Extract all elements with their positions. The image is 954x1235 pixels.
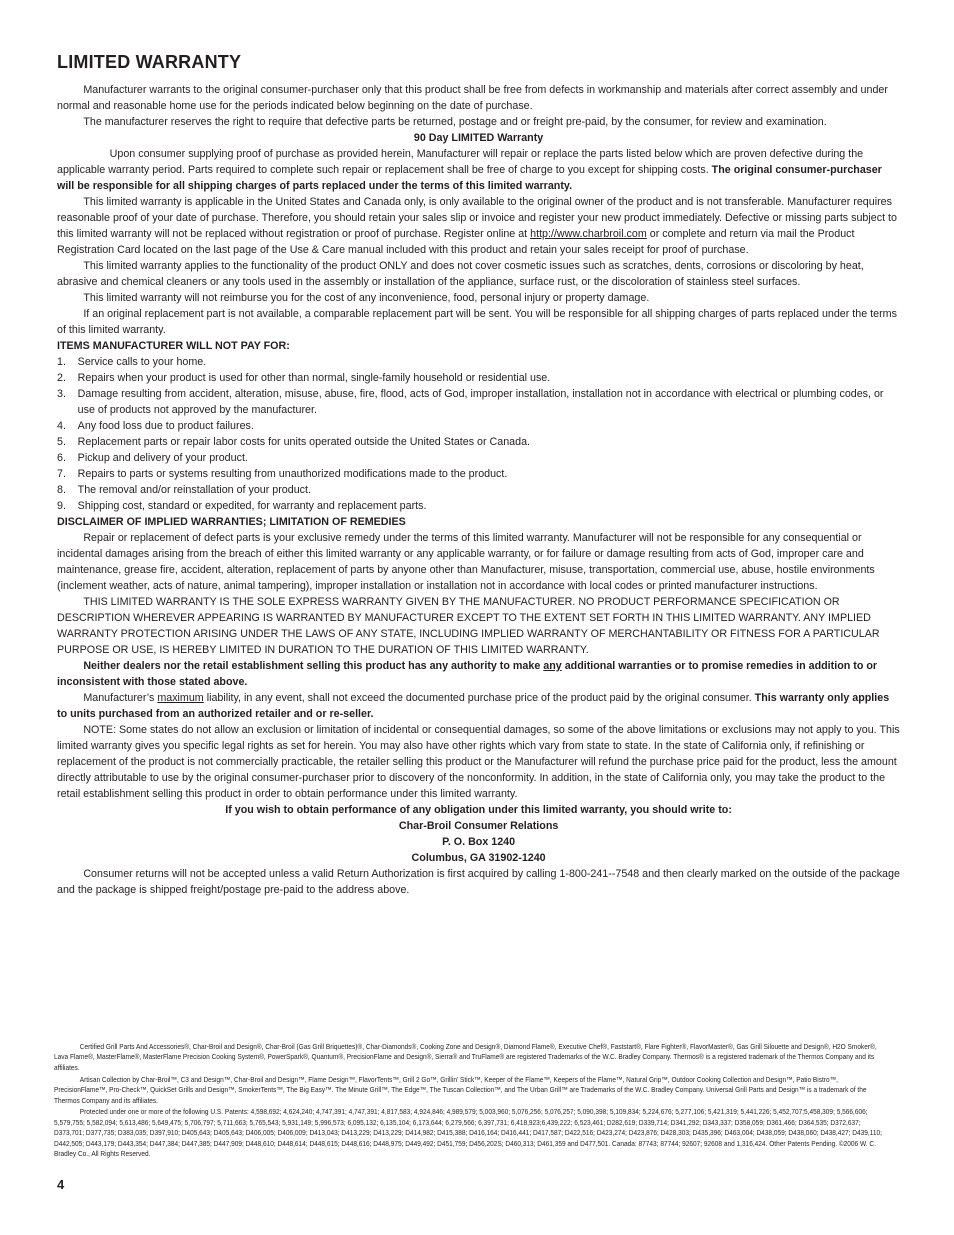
trademarks-note: Artisan Collection by Char-Broil™, C3 and Design™, Char-Broil and Design™, Flame Design™, FlavorTents™, Grill 2 Go™, Grillin’ Stick™, Keeper of the Flame™, Keepers of the Flame™, Natural Grip™, Outdoor Cooking Collection and Design™, Patio Bistro™, PrecisionFlame™, Pro-Check™, QuickSet Grills and Design™, SmokerTents™, The Big Easy™. The Minute Grill™, The Edge™, The Tuscan Collection™, and The Urban Grill™ are Trademarks of the W.C. Bradley Company. Universal Grill Parts and Design™ is a trademark of the Thermos Company and its affiliates. xyxy=(54,1075,867,1105)
page-title: LIMITED WARRANTY xyxy=(57,52,242,72)
list-item-number: 6. xyxy=(57,452,66,464)
state-note-paragraph: NOTE: Some states do not allow an exclusion or limitation of incidental or consequential damages, so some of the above limitations or exclusions may not apply to you. This limited warranty gives you specific legal rights as set for herein. You may also have other rights which vary from state to state. In the state of California only, if refinishing or replacement of the product is not commercially practicable, the retailer selling this product or the Manufacturer will refund the purchase price paid for the product, less the amount directly attributable to use by the original consumer-purchaser prior to discovery of the nonconformity. In addition, in the state of California only, you may take the product to the retail establishment selling this product in order to obtain performance under this limited warranty. xyxy=(57,724,900,800)
max-liability-text-mid: liability, in any event, shall not exceed the documented purchase price of the product paid by the original consumer. xyxy=(203,692,755,704)
list-item-text: Pickup and delivery of your product. xyxy=(77,452,248,464)
dealer-authority-text-end: additional warranties or to promise remedies in addition to or inconsistent with those stated above. xyxy=(57,660,878,688)
sole-warranty-paragraph: THIS LIMITED WARRANTY IS THE SOLE EXPRESS WARRANTY GIVEN BY THE MANUFACTURER. NO PRODUCT PERFORMANCE SPECIFICATION OR DESCRIPTION WHEREVER APPEARING IS WARRANTED BY MANUFACTURER EXCEPT TO THE EXTENT SET FORTH IN THIS LIMITED WARRANTY. ANY IMPLIED WARRANTY PROTECTION ARISING UNDER THE LAWS OF ANY STATE, INCLUDING IMPLIED WARRANTY OF MERCHANTABILITY OR FITNESS FOR A PARTICULAR PURPOSE OR USE, IS HEREBY LIMITED IN DURATION TO THE DURATION OF THIS LIMITED WARRANTY. xyxy=(57,596,880,656)
list-item-text: The removal and/or reinstallation of your product. xyxy=(77,484,311,496)
list-item-number: 3. xyxy=(57,388,66,400)
replacement-part-paragraph: If an original replacement part is not available, a comparable replacement part will be sent. You will be responsible for all shipping charges of parts replaced under the terms of this limited warranty. xyxy=(57,308,897,336)
consumer-returns-paragraph: Consumer returns will not be accepted unless a valid Return Authorization is first acquired by calling 1-800-241--7548 and then clearly marked on the outside of the package and the package is shipped freight/postage pre-paid to the address above. xyxy=(57,868,900,896)
list-item-number: 4. xyxy=(57,420,66,432)
applicability-paragraph xyxy=(57,194,900,258)
functionality-paragraph: This limited warranty applies to the functionality of the product ONLY and does not cover cosmetic issues such as scratches, dents, corrosions or discoloring by heat, abrasive and chemical cleaners or any tools used in the assembly or installation of the appliance, surface rust, or the discoloration of stainless steel surfaces. xyxy=(57,260,864,288)
shipping-charges-notice: The original consumer-purchaser will be responsible for all shipping charges of parts replaced under the terms of this limited warranty. xyxy=(57,164,882,192)
list-item xyxy=(57,482,900,498)
trademark-footnotes xyxy=(54,1042,882,1161)
warranty-intro-paragraph: Manufacturer warrants to the original consumer-purchaser only that this product shall be free from defects in workmanship and materials after correct assembly and under normal and reasonable home use for the periods indicated below beginning on the date of purchase. xyxy=(57,84,888,112)
max-liability-text: Manufacturer’s xyxy=(83,692,158,704)
list-item xyxy=(57,418,900,434)
warranty-body xyxy=(57,82,900,898)
list-item xyxy=(57,370,900,386)
excluded-items-list xyxy=(57,354,900,514)
applicability-text: This limited warranty is applicable in the United States and Canada only, is only available to the original owner of the product and is not transferable. Manufacturer requires reasonable proof of your date of purchase. Therefore, you should retain your sales slip or invoice and register your new product immediately. Defective or missing parts subject to this limited warranty will not be replaced without registration or proof of purchase. Register online at xyxy=(57,196,897,240)
register-link[interactable]: http://www.charbroil.com xyxy=(530,228,647,240)
registered-trademarks-note: Certified Grill Parts And Accessories®, Char-Broil and Design®, Char-Broil (Gas Grill Briquettes)®, Char-Diamonds®, Cooking Zone and Design®, Diamond Flame®, Executive Chef®, Faststart®, Flare Fighter®, FlavorMaster®, Gas Grill Silouette and Design®, H2O Smoker®, Lava Flame®, MasterFlame®, MasterFlame Precision Cooking System®, PowerSpark®, Quantum®, PrecisionFlame and Design®, Sierra® and TruFlame® are registered Trademarks of the W.C. Bradley Company. Thermos® is a registered trademark of the Thermos Company and its affiliates. xyxy=(54,1043,877,1072)
list-item-text: Service calls to your home. xyxy=(77,356,207,368)
max-liability-paragraph xyxy=(57,690,900,722)
list-item-number: 1. xyxy=(57,356,66,368)
dealer-authority-text: Neither dealers nor the retail establishment selling this product has any authority to make xyxy=(83,660,544,672)
list-item xyxy=(57,354,900,370)
list-item-text: Damage resulting from accident, alteration, misuse, abuse, fire, flood, acts of God, improper installation, installation not in accordance with electrical or plumbing codes, or use of products not approved by the manufacturer. xyxy=(77,388,884,416)
repair-replace-text: Upon consumer supplying proof of purchase as provided herein, Manufacturer will repair or replace the parts listed below which are proven defective during the applicable warranty period. Parts required to complete such repair or replacement shall be free of charge to you except for shipping costs. xyxy=(57,148,864,176)
max-liability-emphasis: maximum xyxy=(157,692,204,704)
list-item-number: 2. xyxy=(57,372,66,384)
items-heading: ITEMS MANUFACTURER WILL NOT PAY FOR: xyxy=(57,340,290,352)
repair-replace-paragraph xyxy=(57,146,900,194)
applicability-text-end: or complete and return via mail the Product Registration Card located on the last page of the Use & Care manual included with this product and retain your sales receipt for proof of purchase. xyxy=(57,228,855,256)
list-item-number: 8. xyxy=(57,484,66,496)
page-number: 4 xyxy=(57,1177,65,1192)
list-item xyxy=(57,386,900,418)
list-item-text: Replacement parts or repair labor costs for units operated outside the United States or Canada. xyxy=(77,436,531,448)
dealer-authority-emphasis: any xyxy=(543,660,562,672)
contact-po-box: P. O. Box 1240 xyxy=(442,836,516,848)
contact-name: Char-Broil Consumer Relations xyxy=(398,820,559,832)
warranty-page xyxy=(57,52,900,898)
ninety-day-heading: 90 Day LIMITED Warranty xyxy=(413,132,544,144)
list-item-text: Any food loss due to product failures. xyxy=(77,420,254,432)
return-parts-paragraph: The manufacturer reserves the right to require that defective parts be returned, postage and or freight pre-paid, by the consumer, for review and examination. xyxy=(83,116,827,128)
list-item xyxy=(57,466,900,482)
contact-city: Columbus, GA 31902-1240 xyxy=(411,852,546,864)
list-item-number: 7. xyxy=(57,468,66,480)
list-item-text: Shipping cost, standard or expedited, for warranty and replacement parts. xyxy=(77,500,427,512)
list-item-number: 5. xyxy=(57,436,66,448)
disclaimer-heading: DISCLAIMER OF IMPLIED WARRANTIES; LIMITATION OF REMEDIES xyxy=(57,516,406,528)
authorized-retailer-notice: This warranty only applies to units purchased from an authorized retailer and or re-seller. xyxy=(57,692,890,720)
contact-intro: If you wish to obtain performance of any obligation under this limited warranty, you should write to: xyxy=(225,804,732,816)
list-item xyxy=(57,498,900,514)
list-item xyxy=(57,434,900,450)
list-item-text: Repairs when your product is used for other than normal, single-family household or residential use. xyxy=(77,372,551,384)
reimburse-paragraph: This limited warranty will not reimburse you for the cost of any inconvenience, food, personal injury or property damage. xyxy=(83,292,650,304)
list-item xyxy=(57,450,900,466)
list-item-number: 9. xyxy=(57,500,66,512)
dealer-authority-paragraph xyxy=(57,658,900,690)
list-item-text: Repairs to parts or systems resulting from unauthorized modifications made to the product. xyxy=(77,468,508,480)
patents-note: Protected under one or more of the following U.S. Patents: 4,598,692; 4,624,240; 4,747,391; 4,747,391; 4,817,583; 4,924,846; 4,989,579; 5,003,960; 5,076,256; 5,076,257; 5,090,398; 5,109,834; 5,224,676; 5,277,106; 5,421,319; 5,441,226; 5,452,707;5,458,309; 5,566,606; 5,579,755; 5,582,094; 5,613,486; 5,649,475; 5,706,797; 5,711,663; 5,765,543; 5,931,149; 5,996,573; 6,095,132; 6,135,104; 6,173,644; 6,279,566; 6,397,731; 6,418,923;6,439,222; 6,523,461; D282,619; D339,714; D341,292; D343,337; D358,059; D361,466; D364,535; D372,637; D373,701; D377,735; D383,035; D397,910; D405,643; D405,643; D406,005; D406,009; D413,043; D413,229; D413,229; D414,982; D415,388; D416,164; D416,441; D417,587; D422,516; D423,274; D423,876; D428,303; D435,396; D463,004; D438,059; D438,060; D438,427; D439,110; D442,505; D443,179; D443,354; D447,384; D447,385; D447,909; D448,610; D448,614; D448,615; D448,616; D448,975; D449,492; D451,759; D456,202S; D460,313; D461,359 and D477,501. Canada: 87743; 87744; 92607; 92608 and 1,316,424. Other Patents Pending. ©2006 W. C. Bradley Co., All Rights Reserved. xyxy=(54,1108,882,1159)
exclusive-remedy-paragraph: Repair or replacement of defect parts is your exclusive remedy under the terms of this limited warranty. Manufacturer will not be responsible for any consequential or incidental damages arising from the breach of either this limited warranty or any applicable warranty, or for failure or damage resulting from acts of God, improper care and maintenance, grease fire, accident, alteration, replacement of parts by anyone other than Manufacturer, misuse, transportation, commercial use, abuse, hostile environments (inclement weather, acts of nature, animal tampering), improper installation or installation not in accordance with local codes or printed manufacturer instructions. xyxy=(57,532,875,592)
